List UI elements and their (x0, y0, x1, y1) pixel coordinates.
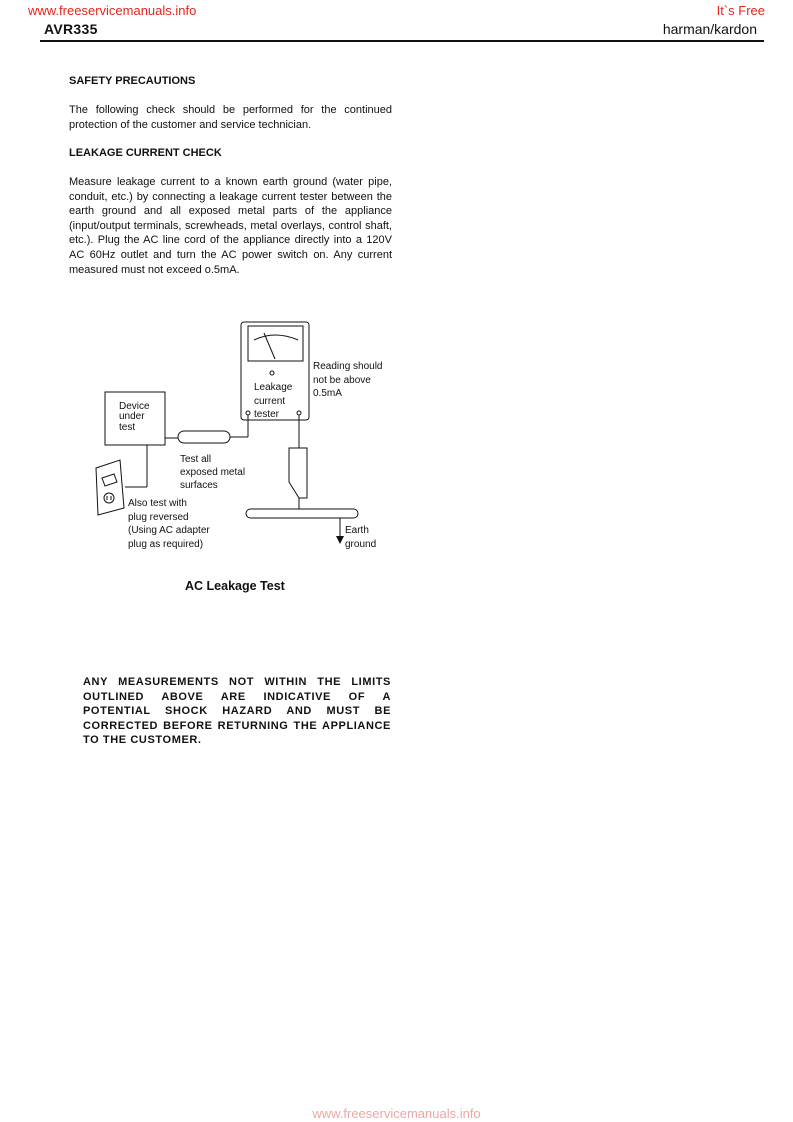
earth-label-1: Earth (345, 525, 369, 536)
tester-label-1: Leakage (254, 382, 293, 393)
device-label-2: under (119, 411, 145, 422)
earth-clamp (289, 448, 307, 498)
meter-knob (270, 371, 274, 375)
warning-text: ANY MEASUREMENTS NOT WITHIN THE LIMITS OUTLINED ABOVE ARE INDICATIVE OF A POTENTIAL SHOCK HAZARD AND MUST BE CORRECTED BEFORE RETURNING THE APPLIANCE TO THE CUSTOMER. (83, 676, 391, 747)
header-tagline: It`s Free (716, 3, 765, 18)
safety-heading: SAFETY PRECAUTIONS (69, 75, 196, 87)
header-divider (40, 40, 764, 42)
tester-terminal-left (246, 411, 250, 415)
leakage-paragraph: Measure leakage current to a known earth ground (water pipe, conduit, etc.) by connecting a leakage current tester between the earth ground and all exposed metal parts of the appliance (input/output terminals, screwheads, metal overlays, control shaft, etc.). Plug the AC line cord of the appliance directly into a 120V AC 60Hz outlet and turn the AC power switch on. Any current measured must not exceed o.5mA. (69, 176, 392, 276)
probe (178, 431, 230, 443)
meter-face (248, 326, 303, 361)
tester-terminal-right (297, 411, 301, 415)
earth-label-2: ground (345, 539, 377, 550)
reading-label-1: Reading should (313, 361, 383, 372)
also-label-3: (Using AC adapter (128, 525, 210, 536)
test-label-3: surfaces (180, 480, 218, 491)
meter-scale (254, 335, 298, 340)
device-label-1: Device (119, 401, 150, 412)
also-label-1: Also test with (128, 498, 187, 509)
diagram-caption: AC Leakage Test (185, 579, 285, 593)
earth-arrow (336, 536, 344, 544)
leakage-test-diagram (70, 310, 400, 560)
device-label-3: test (119, 422, 136, 433)
leakage-heading: LEAKAGE CURRENT CHECK (69, 147, 222, 159)
safety-paragraph: The following check should be performed for the continued protection of the customer and service technician. (69, 104, 392, 131)
also-label-4: plug as required) (128, 539, 204, 550)
tester-label-3: tester (254, 409, 280, 420)
wall-outlet (96, 460, 124, 515)
header-site-link[interactable]: www.freeservicemanuals.info (28, 3, 197, 18)
model-name: AVR335 (44, 21, 98, 37)
brand-name: harman/kardon (662, 21, 757, 37)
tester-label-2: current (254, 396, 286, 407)
also-label-2: plug reversed (128, 512, 189, 523)
reading-label-2: not be above (313, 375, 371, 386)
earth-bar (246, 509, 358, 518)
test-label-1: Test all (180, 454, 212, 465)
footer-site-link[interactable]: www.freeservicemanuals.info (312, 1106, 481, 1121)
reading-label-3: 0.5mA (313, 388, 342, 399)
meter-needle (264, 333, 275, 359)
test-label-2: exposed metal (180, 467, 246, 478)
